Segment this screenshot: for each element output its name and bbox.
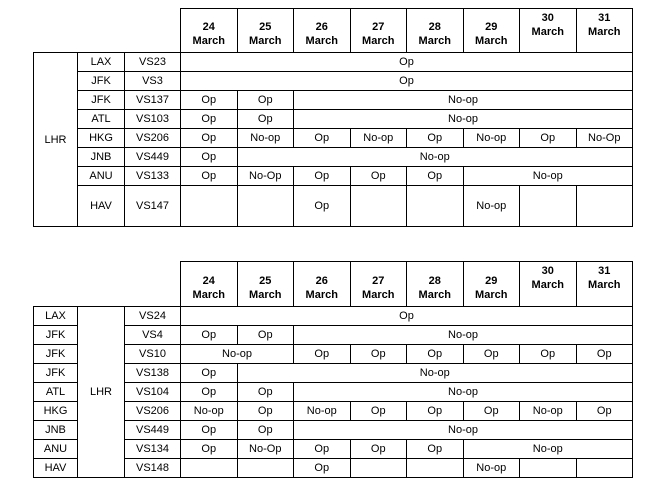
flight-number-cell: VS104 <box>125 383 181 402</box>
flight-number-cell: VS449 <box>125 421 181 440</box>
date-header-cell <box>520 262 577 307</box>
flight-number-cell: VS133 <box>125 167 181 186</box>
flight-number-cell: VS24 <box>125 307 181 326</box>
status-cell: Op <box>181 110 238 129</box>
status-cell: Op <box>576 402 633 421</box>
empty-status-cell <box>520 459 577 478</box>
flight-number-cell: VS103 <box>125 110 181 129</box>
date-day-label: 27 <box>372 275 385 287</box>
destination-cell: ANU <box>78 167 125 186</box>
status-cell: Op <box>181 383 238 402</box>
status-cell: No-op <box>350 129 407 148</box>
date-day-label: 26 <box>315 21 328 33</box>
date-month-label: March <box>362 35 395 47</box>
empty-status-cell <box>350 186 407 227</box>
status-cell: Op <box>576 345 633 364</box>
destination-cell: HAV <box>34 459 78 478</box>
status-cell: Op <box>294 186 351 227</box>
status-cell: Op <box>407 440 464 459</box>
status-cell: Op <box>350 167 407 186</box>
destination-cell: HKG <box>34 402 78 421</box>
destination-cell: JFK <box>34 345 78 364</box>
status-cell: Op <box>181 129 238 148</box>
status-cell: No-op <box>181 402 238 421</box>
empty-status-cell <box>237 459 294 478</box>
flight-number-cell: VS3 <box>125 72 181 91</box>
status-cell: Op <box>237 91 294 110</box>
status-cell: No-op <box>294 383 633 402</box>
status-cell: No-op <box>463 440 633 459</box>
empty-status-cell <box>576 459 633 478</box>
empty-status-cell <box>520 186 577 227</box>
status-cell: Op <box>350 402 407 421</box>
destination-cell: HAV <box>78 186 125 227</box>
date-month-label: March <box>362 289 395 301</box>
status-cell: No-op <box>463 459 520 478</box>
destination-cell: JFK <box>34 326 78 345</box>
date-month-label: March <box>418 35 451 47</box>
status-cell: Op <box>237 421 294 440</box>
status-cell: No-op <box>520 402 577 421</box>
status-cell: Op <box>181 326 238 345</box>
status-cell: Op <box>294 167 351 186</box>
date-header-cell <box>294 262 351 307</box>
flight-number-cell: VS4 <box>125 326 181 345</box>
date-month-label: March <box>305 289 338 301</box>
date-day-label: 25 <box>259 275 272 287</box>
status-cell: No-op <box>463 129 520 148</box>
date-month-label: March <box>475 35 508 47</box>
status-cell: No-op <box>294 326 633 345</box>
status-cell: Op <box>520 345 577 364</box>
status-cell: Op <box>181 148 238 167</box>
destination-cell: ATL <box>78 110 125 129</box>
date-day-label: 26 <box>315 275 328 287</box>
status-cell: Op <box>181 91 238 110</box>
status-cell: Op <box>294 440 351 459</box>
status-cell: Op <box>181 364 238 383</box>
empty-status-cell <box>576 186 633 227</box>
date-month-label: March <box>588 26 621 38</box>
destination-cell: ANU <box>34 440 78 459</box>
header-spacer <box>34 262 181 307</box>
flight-number-cell: VS10 <box>125 345 181 364</box>
flight-number-cell: VS206 <box>125 402 181 421</box>
empty-status-cell <box>407 186 464 227</box>
date-day-label: 28 <box>428 21 441 33</box>
date-header-cell <box>463 262 520 307</box>
date-day-label: 25 <box>259 21 272 33</box>
destination-cell: LAX <box>34 307 78 326</box>
date-day-label: 28 <box>428 275 441 287</box>
status-cell: No-op <box>294 91 633 110</box>
empty-status-cell <box>407 459 464 478</box>
status-cell: No-op <box>237 129 294 148</box>
status-cell: No-op <box>463 167 633 186</box>
date-header-cell <box>237 9 294 53</box>
date-header-cell <box>463 9 520 53</box>
status-cell: Op <box>181 167 238 186</box>
empty-status-cell <box>181 186 238 227</box>
date-month-label: March <box>192 289 225 301</box>
date-day-label: 29 <box>485 21 498 33</box>
date-header-cell <box>407 9 464 53</box>
date-month-label: March <box>418 289 451 301</box>
destination-cell: JFK <box>78 72 125 91</box>
date-day-label: 24 <box>202 21 215 33</box>
status-cell: No-Op <box>237 167 294 186</box>
status-cell: Op <box>407 129 464 148</box>
date-day-label: 31 <box>598 12 611 24</box>
destination-cell: ATL <box>34 383 78 402</box>
status-cell: Op <box>237 326 294 345</box>
origin-cell: LHR <box>78 307 125 478</box>
date-day-label: 30 <box>541 12 554 24</box>
status-cell: No-Op <box>576 129 633 148</box>
status-cell: Op <box>181 53 633 72</box>
status-cell: Op <box>181 307 633 326</box>
status-cell: No-op <box>294 421 633 440</box>
origin-cell: LHR <box>34 53 78 227</box>
status-cell: Op <box>407 167 464 186</box>
status-cell: Op <box>350 440 407 459</box>
date-header-cell <box>181 9 238 53</box>
status-cell: Op <box>407 402 464 421</box>
flight-number-cell: VS137 <box>125 91 181 110</box>
status-cell: No-op <box>294 402 351 421</box>
destination-cell: JNB <box>78 148 125 167</box>
date-month-label: March <box>531 26 564 38</box>
status-cell: No-op <box>463 186 520 227</box>
status-cell: No-op <box>294 110 633 129</box>
date-header-cell <box>350 9 407 53</box>
status-cell: Op <box>237 402 294 421</box>
status-cell: No-op <box>181 345 294 364</box>
status-cell: Op <box>350 345 407 364</box>
date-header-cell <box>181 262 238 307</box>
flight-number-cell: VS449 <box>125 148 181 167</box>
destination-cell: JNB <box>34 421 78 440</box>
status-cell: No-op <box>237 364 633 383</box>
date-header-cell <box>237 262 294 307</box>
status-cell: Op <box>294 345 351 364</box>
date-month-label: March <box>588 279 621 291</box>
date-month-label: March <box>305 35 338 47</box>
status-cell: Op <box>237 383 294 402</box>
date-month-label: March <box>249 289 282 301</box>
status-cell: Op <box>181 421 238 440</box>
flight-number-cell: VS148 <box>125 459 181 478</box>
date-month-label: March <box>192 35 225 47</box>
status-cell: Op <box>463 345 520 364</box>
date-header-cell <box>350 262 407 307</box>
empty-status-cell <box>237 186 294 227</box>
empty-status-cell <box>181 459 238 478</box>
status-cell: Op <box>463 402 520 421</box>
date-month-label: March <box>475 289 508 301</box>
status-cell: No-op <box>237 148 633 167</box>
destination-cell: JFK <box>34 364 78 383</box>
flight-number-cell: VS206 <box>125 129 181 148</box>
status-cell: Op <box>520 129 577 148</box>
status-cell: Op <box>294 129 351 148</box>
flight-number-cell: VS147 <box>125 186 181 227</box>
destination-cell: HKG <box>78 129 125 148</box>
schedule-table-inbound <box>33 261 633 478</box>
date-header-cell <box>576 262 633 307</box>
status-cell: Op <box>181 440 238 459</box>
header-spacer <box>34 9 181 53</box>
flight-number-cell: VS23 <box>125 53 181 72</box>
status-cell: Op <box>181 72 633 91</box>
date-header-cell <box>407 262 464 307</box>
flight-number-cell: VS138 <box>125 364 181 383</box>
destination-cell: LAX <box>78 53 125 72</box>
date-day-label: 31 <box>598 265 611 277</box>
date-header-cell <box>294 9 351 53</box>
date-month-label: March <box>249 35 282 47</box>
date-day-label: 29 <box>485 275 498 287</box>
empty-status-cell <box>350 459 407 478</box>
status-cell: Op <box>237 110 294 129</box>
date-day-label: 24 <box>202 275 215 287</box>
date-month-label: March <box>531 279 564 291</box>
status-cell: Op <box>294 459 351 478</box>
date-day-label: 27 <box>372 21 385 33</box>
status-cell: Op <box>407 345 464 364</box>
schedule-table-outbound <box>33 8 633 227</box>
date-header-cell <box>520 9 577 53</box>
flight-number-cell: VS134 <box>125 440 181 459</box>
destination-cell: JFK <box>78 91 125 110</box>
date-header-cell <box>576 9 633 53</box>
date-day-label: 30 <box>541 265 554 277</box>
status-cell: No-Op <box>237 440 294 459</box>
